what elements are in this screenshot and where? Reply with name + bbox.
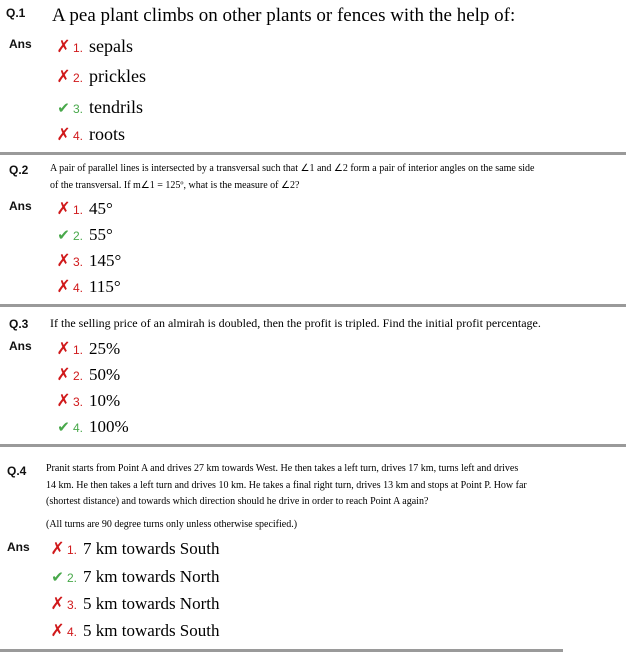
option-text: 10% <box>89 391 121 410</box>
option-2 <box>56 225 113 245</box>
option-number: 2. <box>73 369 84 383</box>
question-label: Q.1 <box>6 6 26 20</box>
answer-label: Ans <box>9 339 32 353</box>
option-number: 1. <box>67 543 78 557</box>
cross-icon: ✗ <box>56 37 71 57</box>
option-4 <box>50 621 220 641</box>
option-text: 7 km towards North <box>83 567 220 586</box>
option-1 <box>56 339 120 359</box>
option-number: 3. <box>73 255 84 269</box>
option-1 <box>50 539 220 559</box>
cross-icon: ✗ <box>56 277 71 297</box>
option-text: 100% <box>89 417 129 436</box>
separator <box>0 152 626 155</box>
option-number: 1. <box>73 343 84 357</box>
question-label: Q.4 <box>7 464 27 478</box>
option-text: 5 km towards North <box>83 594 220 613</box>
separator <box>0 444 626 447</box>
option-number: 3. <box>73 102 84 116</box>
option-2 <box>50 567 219 587</box>
question-label: Q.2 <box>9 163 29 177</box>
question-text-line-3: (shortest distance) and towards which direction should he drive in order to reach Point A again? <box>46 496 429 507</box>
cross-icon: ✗ <box>50 539 65 559</box>
option-number: 2. <box>73 229 84 243</box>
cross-icon: ✗ <box>50 594 65 614</box>
option-3 <box>56 97 143 118</box>
option-text: prickles <box>89 66 146 86</box>
cross-icon: ✗ <box>56 251 71 271</box>
check-icon: ✔ <box>57 226 70 244</box>
check-icon: ✔ <box>57 418 70 436</box>
option-number: 3. <box>67 598 78 612</box>
option-number: 3. <box>73 395 84 409</box>
option-2 <box>56 66 146 87</box>
cross-icon: ✗ <box>56 365 71 385</box>
option-number: 4. <box>67 625 78 639</box>
option-1 <box>56 36 133 57</box>
answer-label: Ans <box>9 37 32 51</box>
cross-icon: ✗ <box>50 621 65 641</box>
answer-label: Ans <box>9 199 32 213</box>
option-number: 1. <box>73 41 84 55</box>
option-text: 7 km towards South <box>83 539 220 558</box>
question-text: If the selling price of an almirah is doubled, then the profit is tripled. Find the initial profit percentage. <box>50 316 541 330</box>
cross-icon: ✗ <box>56 199 71 219</box>
option-4 <box>56 417 129 437</box>
option-text: 25% <box>89 339 121 358</box>
option-4 <box>56 277 121 297</box>
question-text: A pea plant climbs on other plants or fences with the help of: <box>52 5 516 26</box>
question-text-line-2: 14 km. He then takes a left turn and drives 10 km. He takes a final right turn, drives 13 km and stops at Point P. How far <box>46 480 527 491</box>
option-number: 4. <box>73 421 84 435</box>
option-text: 55° <box>89 225 113 244</box>
option-2 <box>56 365 120 385</box>
cross-icon: ✗ <box>56 391 71 411</box>
cross-icon: ✗ <box>56 125 71 145</box>
cross-icon: ✗ <box>56 339 71 359</box>
option-number: 4. <box>73 281 84 295</box>
option-1 <box>56 199 113 219</box>
option-number: 4. <box>73 129 84 143</box>
option-number: 2. <box>67 571 78 585</box>
option-text: 5 km towards South <box>83 621 220 640</box>
question-text-line-1: A pair of parallel lines is intersected by a transversal such that ∠1 and ∠2 form a pair of interior angles on the same side <box>50 163 535 174</box>
option-3 <box>56 391 120 411</box>
option-text: sepals <box>89 36 134 56</box>
option-text: roots <box>89 124 126 144</box>
option-text: 115° <box>89 277 121 296</box>
option-text: 50% <box>89 365 121 384</box>
check-icon: ✔ <box>51 568 64 586</box>
separator <box>0 304 626 307</box>
question-label: Q.3 <box>9 317 29 331</box>
question-note: (All turns are 90 degree turns only unless otherwise specified.) <box>46 519 298 530</box>
option-4 <box>56 124 125 145</box>
question-text-line-2: of the transversal. If m∠1 = 125º, what is the measure of ∠2? <box>50 180 300 191</box>
separator <box>0 649 563 652</box>
option-text: 45° <box>89 199 113 218</box>
option-number: 2. <box>73 71 84 85</box>
option-3 <box>50 594 219 614</box>
question-text-line-1: Pranit starts from Point A and drives 27 km towards West. He then takes a left turn, drives 17 km, turns left and drives <box>46 463 519 474</box>
option-3 <box>56 251 121 271</box>
cross-icon: ✗ <box>56 67 71 87</box>
answer-label: Ans <box>7 540 30 554</box>
option-text: 145° <box>89 251 122 270</box>
option-text: tendrils <box>89 97 144 117</box>
option-number: 1. <box>73 203 84 217</box>
check-icon: ✔ <box>57 99 70 117</box>
